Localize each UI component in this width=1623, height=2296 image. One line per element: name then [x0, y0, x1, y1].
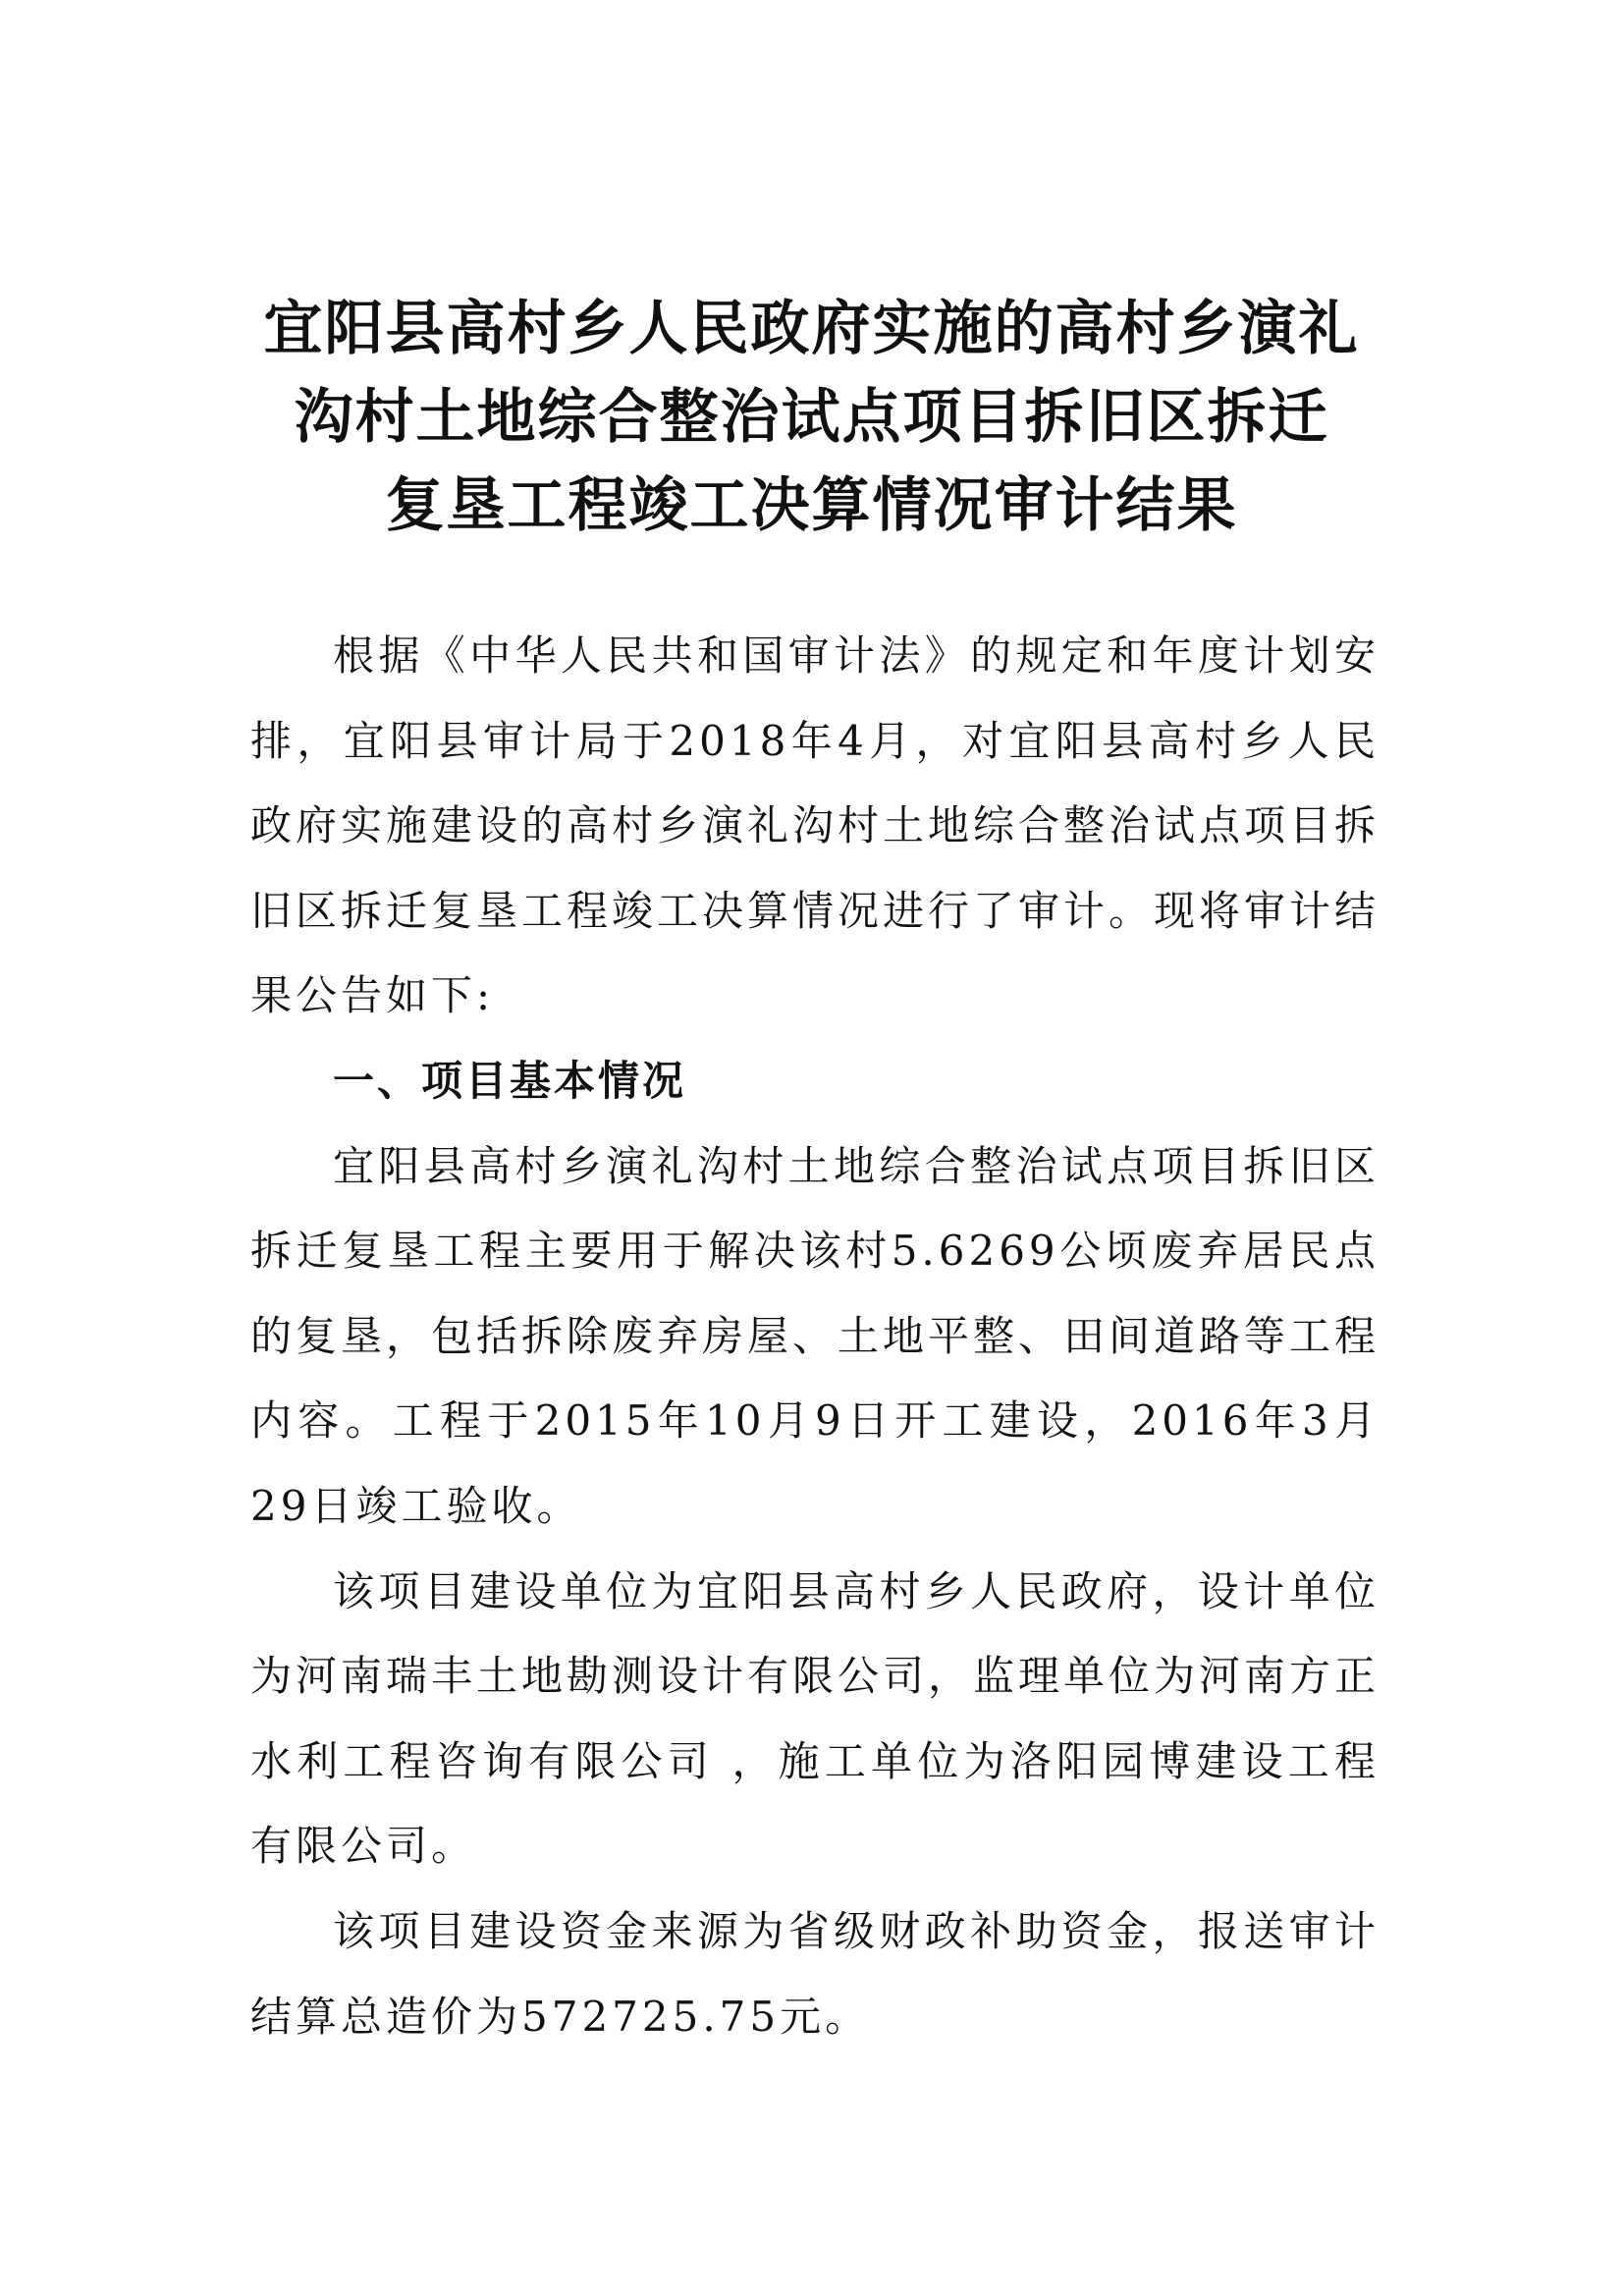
title-line-3: 复垦工程竣工决算情况审计结果: [385, 471, 1238, 540]
paragraph-project-overview: 宜阳县高村乡演礼沟村土地综合整治试点项目拆旧区拆迁复垦工程主要用于解决该村5.6269公顷废弃居民点的复垦，包括拆除废弃房屋、土地平整、田间道路等工程内容。工程于2015年10月9日开工建设，2016年3月29日竣工验收。: [250, 1141, 1380, 1530]
paragraph-project-funding: 该项目建设资金来源为省级财政补助资金，报送审计结算总造价为572725.75元。: [250, 1906, 1380, 2041]
title-line-1: 宜阳县高村乡人民政府实施的高村乡演礼: [263, 295, 1360, 363]
section-heading-basic-info: 一、项目基本情况: [333, 1056, 687, 1105]
title-line-2: 沟村土地综合整治试点项目拆旧区拆迁: [294, 383, 1329, 452]
intro-paragraph: 根据《中华人民共和国审计法》的规定和年度计划安排，宜阳县审计局于2018年4月，对宜阳县高村乡人民政府实施建设的高村乡演礼沟村土地综合整治试点项目拆旧区拆迁复垦工程竣工决算情况进行了审计。现将审计结果公告如下:: [250, 631, 1380, 1020]
document-title: [226, 285, 1397, 550]
paragraph-project-units: 该项目建设单位为宜阳县高村乡人民政府，设计单位为河南瑞丰土地勘测设计有限公司，监理单位为河南方正水利工程咨询有限公司 ，施工单位为洛阳园博建设工程有限公司。: [250, 1566, 1380, 1871]
document-body: [250, 614, 1380, 2059]
